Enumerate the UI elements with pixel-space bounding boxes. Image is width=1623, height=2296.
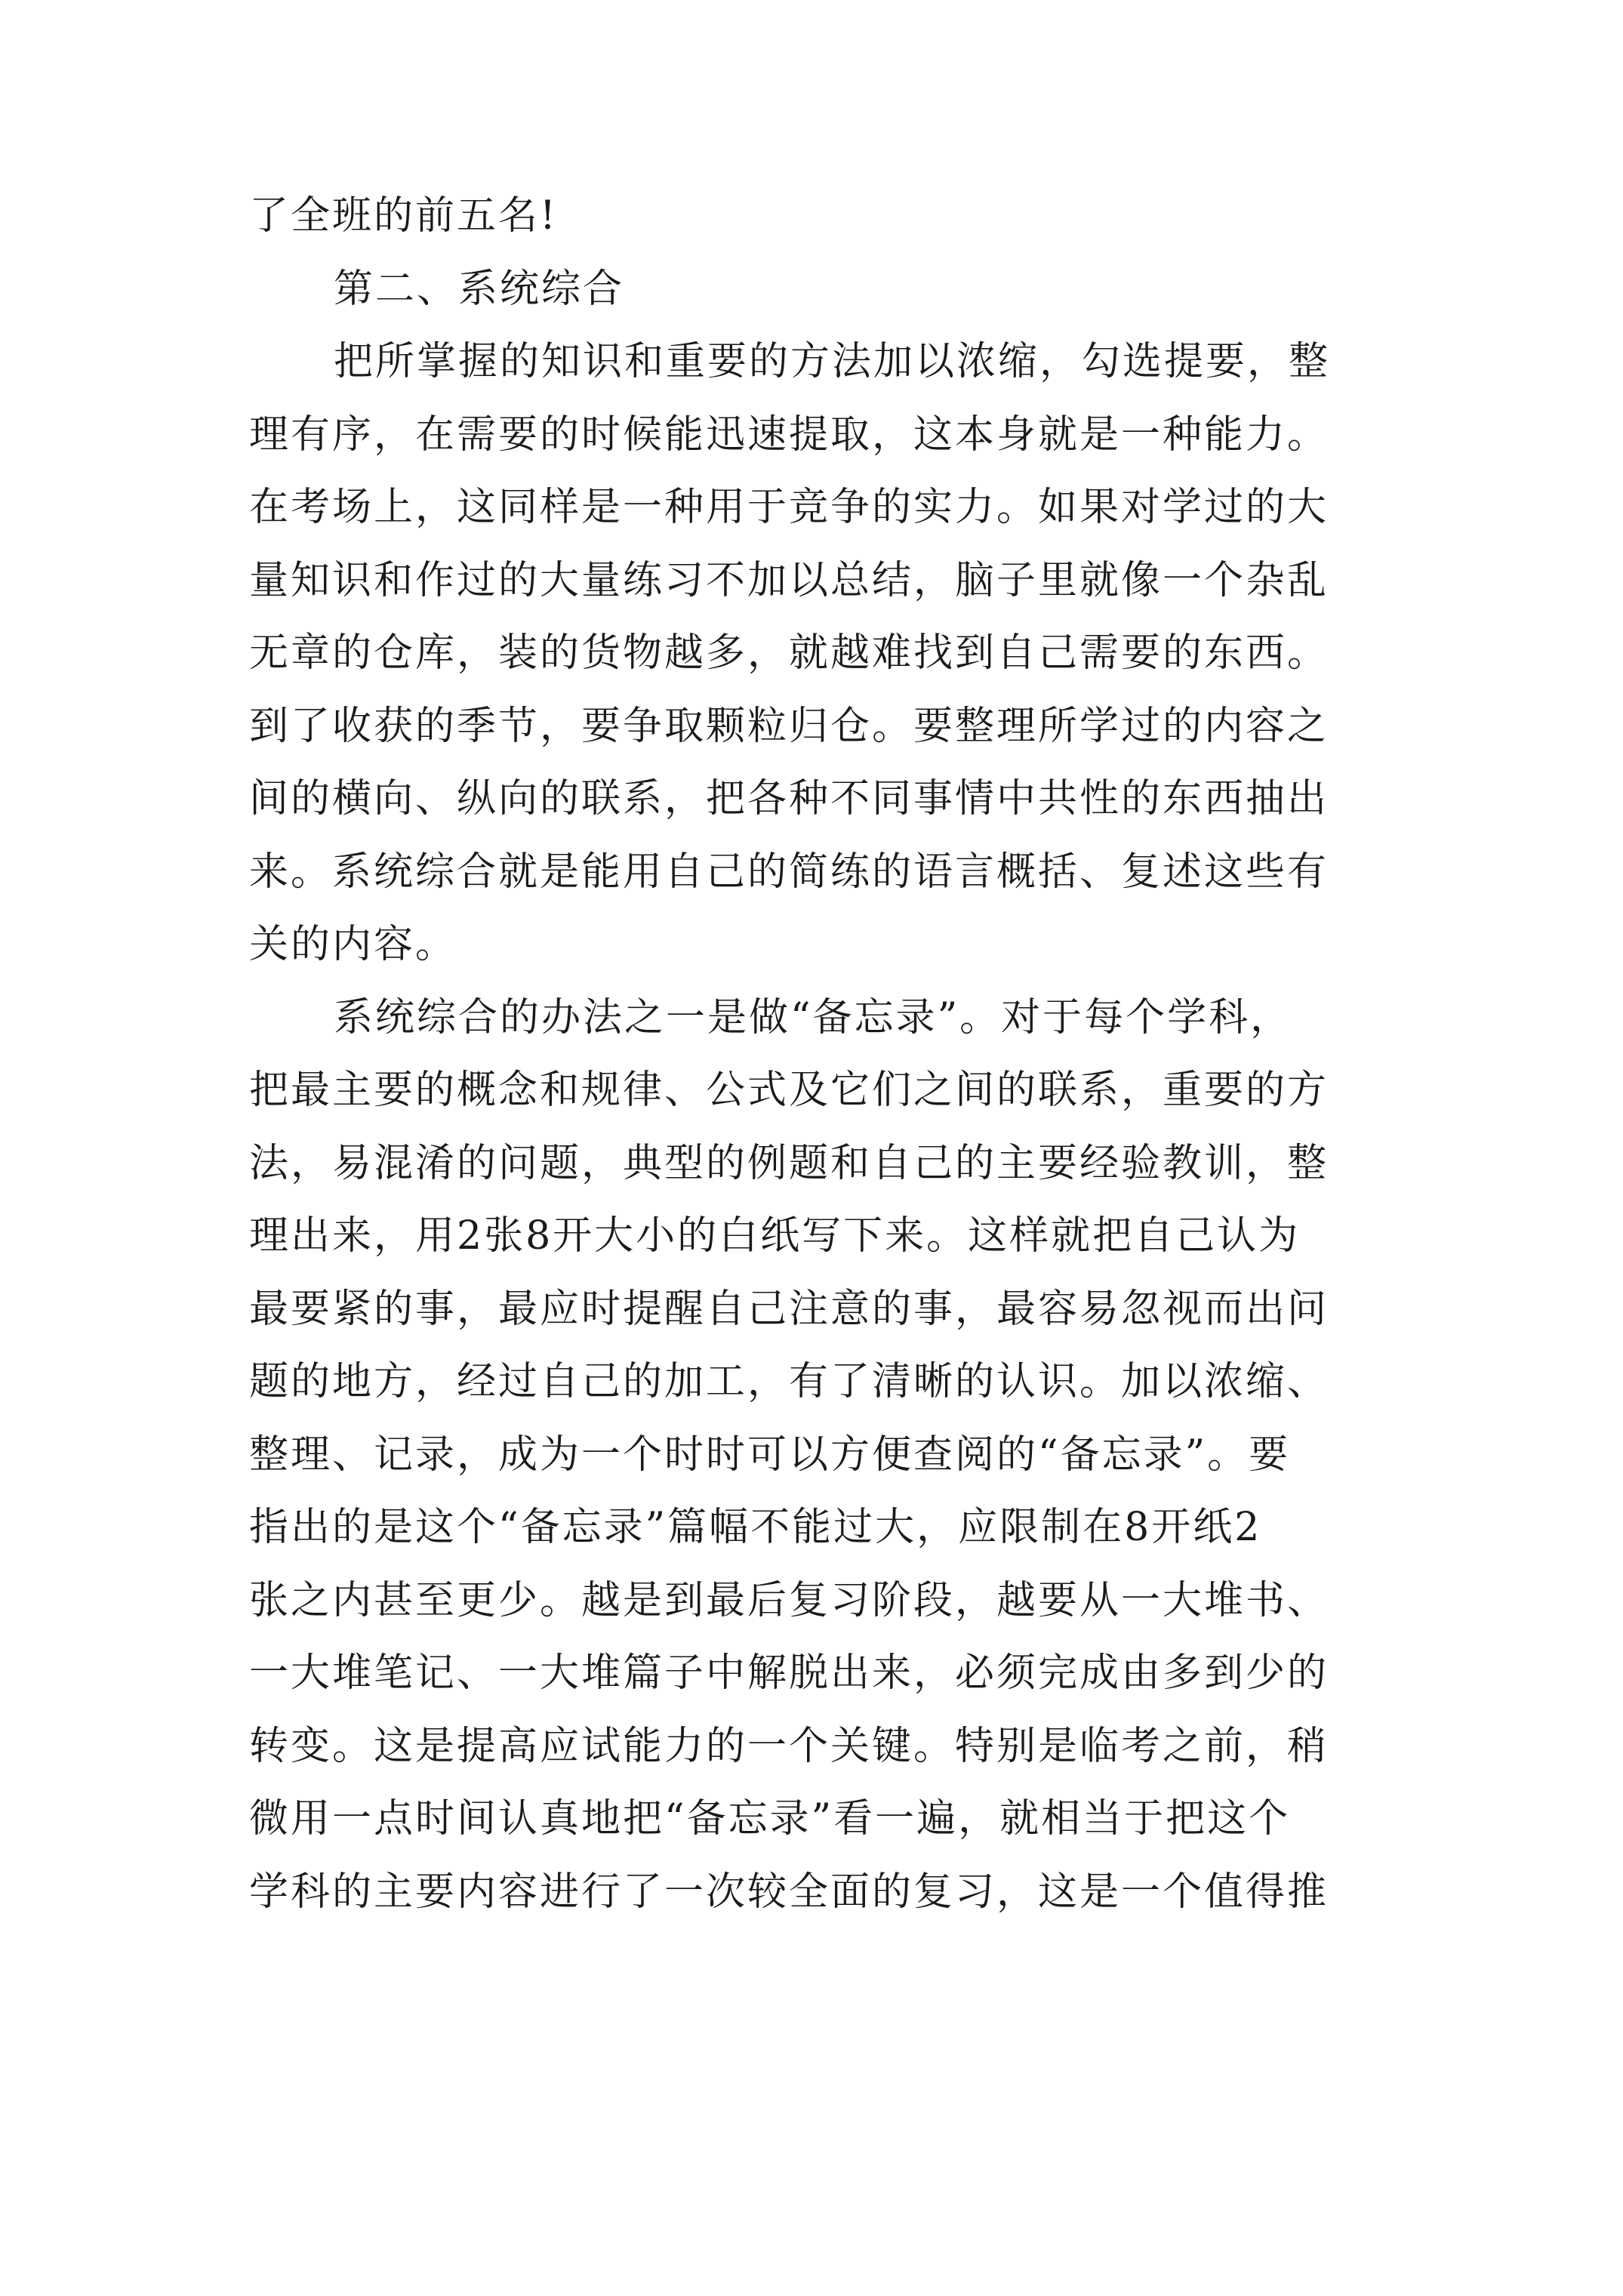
text-line: 间的横向、纵向的联系，把各种不同事情中共性的东西抽出: [249, 776, 1329, 821]
text-line: 最要紧的事，最应时提醒自己注意的事，最容易忽视而出问: [249, 1286, 1329, 1332]
text-line: 学科的主要内容进行了一次较全面的复习，这是一个值得推: [249, 1869, 1329, 1915]
text-line: 在考场上，这同样是一种用于竞争的实力。如果对学过的大: [249, 485, 1329, 530]
text-line: 张之内甚至更少。越是到最后复习阶段，越要从一大堆书、: [249, 1577, 1329, 1623]
text-line: 到了收获的季节，要争取颗粒归仓。要整理所学过的内容之: [249, 703, 1329, 749]
text-line: 法，易混淆的问题，典型的例题和自己的主要经验教训，整: [249, 1140, 1329, 1186]
text-line: 理出来，用2张8开大小的白纸写下来。这样就把自己认为: [249, 1213, 1301, 1259]
text-line: 把最主要的概念和规律、公式及它们之间的联系，重要的方: [249, 1068, 1329, 1113]
body-text: [249, 180, 1389, 1928]
text-line: 了全班的前五名!: [249, 193, 558, 239]
text-line: 把所掌握的知识和重要的方法加以浓缩，勾选提要，整: [334, 339, 1331, 384]
text-line: 微用一点时间认真地把“备忘录”看一遍，就相当于把这个: [249, 1796, 1291, 1841]
text-line: 题的地方，经过自己的加工，有了清晰的认识。加以浓缩、: [249, 1359, 1329, 1404]
section-heading: 第二、系统综合: [334, 266, 625, 312]
text-line: 理有序，在需要的时候能迅速提取，这本身就是一种能力。: [249, 411, 1329, 458]
text-line: 指出的是这个“备忘录”篇幅不能过大，应限制在8开纸2: [249, 1505, 1262, 1550]
text-line: 整理、记录，成为一个时时可以方便查阅的“备忘录”。要: [249, 1432, 1291, 1478]
text-line: 转变。这是提高应试能力的一个关键。特别是临考之前，稍: [249, 1723, 1329, 1769]
text-line: 一大堆笔记、一大堆篇子中解脱出来，必须完成由多到少的: [249, 1650, 1329, 1696]
text-line: 量知识和作过的大量练习不加以总结，脑子里就像一个杂乱: [249, 557, 1329, 603]
text-line: 系统综合的办法之一是做“备忘录”。对于每个学科，: [334, 994, 1292, 1040]
text-line: 来。系统综合就是能用自己的简练的语言概括、复述这些有: [249, 849, 1329, 895]
text-line: 无章的仓库，装的货物越多，就越难找到自己需要的东西。: [249, 630, 1329, 676]
text-line: 关的内容。: [249, 922, 457, 967]
